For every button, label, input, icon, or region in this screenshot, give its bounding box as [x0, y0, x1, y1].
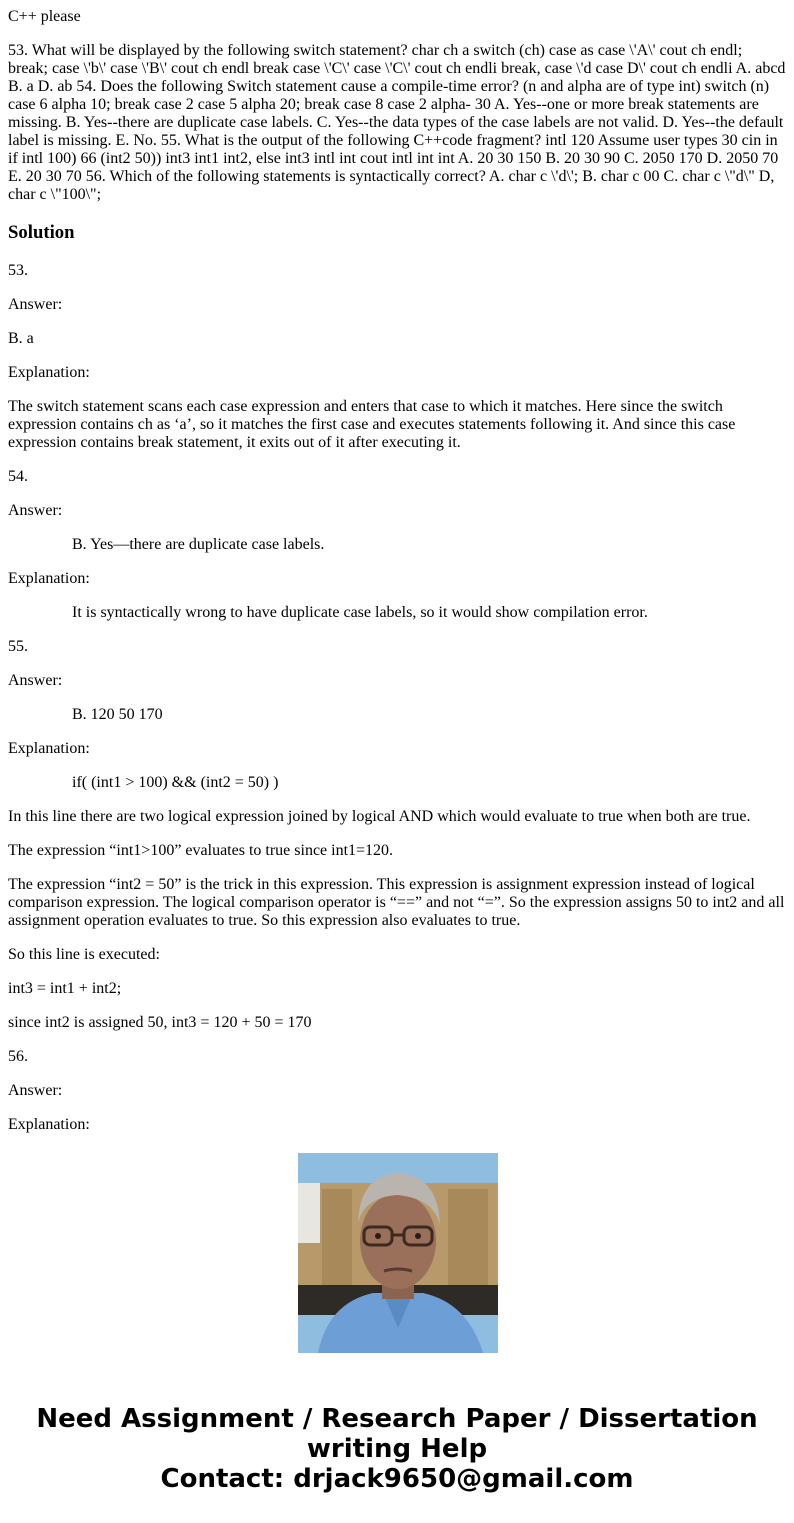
portrait-photo-icon	[298, 1153, 498, 1353]
q55-para3: The expression “int2 = 50” is the trick in this expression. This expression is assignment expression instead of logical comparison expression. The logical comparison operator is “==” and not “=”. So the expression assigns 50 to int2 and all assignment operation evaluates to true. So this expression also evaluates to true.	[8, 876, 785, 929]
q54-number: 54.	[8, 468, 28, 485]
q55-answer-label: Answer:	[8, 672, 63, 689]
q56-answer-label: Answer:	[8, 1082, 63, 1099]
q55-para5: since int2 is assigned 50, int3 = 120 + 50 = 170	[8, 1014, 312, 1031]
q53-explanation: The switch statement scans each case expression and enters that case to which it matches. Here since the switch expression contains ch as ‘a’, so it matches the first case and executes statements following it. And since this case expression contains break statement, it exits out of it after executing it.	[8, 398, 736, 451]
q53-number: 53.	[8, 262, 28, 279]
q55-explanation-label: Explanation:	[8, 740, 90, 757]
q55-code2: int3 = int1 + int2;	[8, 980, 122, 997]
q54-explanation-label: Explanation:	[8, 570, 90, 587]
q53-explanation-label: Explanation:	[8, 364, 90, 381]
q55-para1: In this line there are two logical expression joined by logical AND which would evaluate to true when both are true.	[8, 808, 751, 825]
q55-code-line: if( (int1 > 100) && (int2 = 50) )	[72, 774, 279, 791]
promo-line-2: writing Help	[306, 1434, 488, 1464]
q55-answer: B. 120 50 170	[72, 706, 163, 723]
document-content	[8, 0, 786, 1133]
q53-answer-label: Answer:	[8, 296, 63, 313]
promo-banner	[0, 1140, 794, 1523]
q54-explanation: It is syntactically wrong to have duplicate case labels, so it would show compilation error.	[72, 604, 648, 621]
promo-text	[0, 1404, 794, 1494]
q56-explanation-label: Explanation:	[8, 1116, 90, 1133]
q55-number: 55.	[8, 638, 28, 655]
q53-answer: B. a	[8, 330, 34, 347]
q56-number: 56.	[8, 1048, 28, 1065]
avatar	[298, 1153, 498, 1353]
question-body: 53. What will be displayed by the following switch statement? char ch a switch (ch) case as case \'A\' cout ch endl; break; case \'b\' case \'B\' cout ch endl break case \'C\' case \'C\' cout ch endli break, case \'d case D\' cout ch endli A. abcd B. a D. ab 54. Does the following Switch statement cause a compile-time error? (n and alpha are of type int) switch (n) case 6 alpha 10; break case 2 case 5 alpha 20; break case 8 case 2 alpha- 30 A. Yes--one or more break statements are missing. B. Yes--there are duplicate case labels. C. Yes--the data types of the case labels are not valid. D. Yes--the default label is missing. E. No. 55. What is the output of the following C++code fragment? intl 120 Assume user types 30 cin in if intl 100) 66 (int2 50)) int3 int1 int2, else int3 intl int cout intl int int A. 20 30 150 B. 20 30 90 C. 2050 170 D. 2050 70 E. 20 30 70 56. Which of the following statements is syntactically correct? A. char c \'d\'; B. char c 00 C. char c \"d\" D, char c \"100\";	[8, 42, 786, 203]
q54-answer-label: Answer:	[8, 502, 63, 519]
promo-contact: Contact: drjack9650@gmail.com	[160, 1464, 634, 1494]
solution-heading: Solution	[8, 222, 75, 243]
question-intro: C++ please	[8, 8, 81, 25]
promo-line-1: Need Assignment / Research Paper / Dissertation	[36, 1404, 758, 1434]
q55-para2: The expression “int1>100” evaluates to true since int1=120.	[8, 842, 394, 859]
q55-para4: So this line is executed:	[8, 946, 160, 963]
q54-answer: B. Yes—there are duplicate case labels.	[72, 536, 325, 553]
